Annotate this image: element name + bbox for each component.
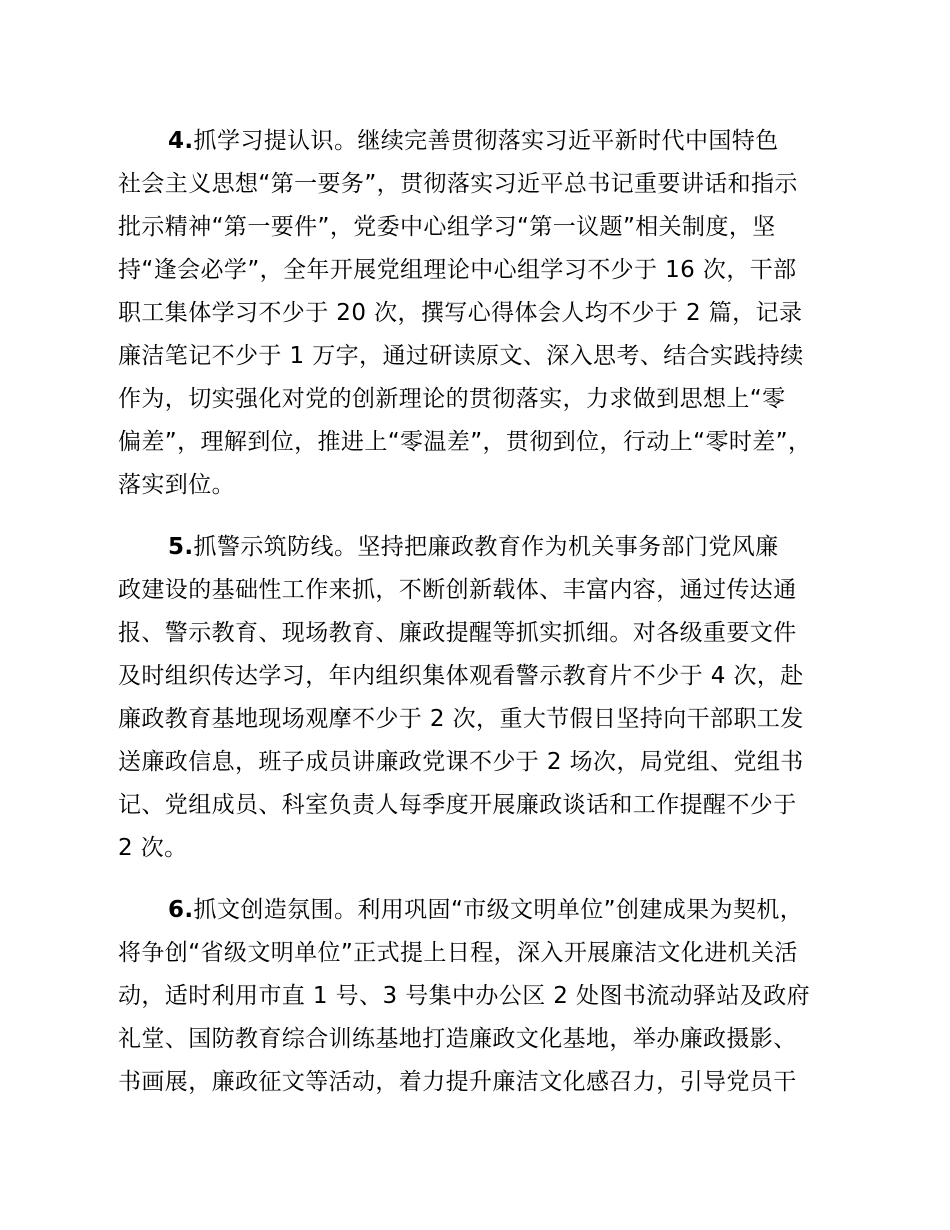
- paragraph-line: 社会主义思想“第一要务”，贯彻落实习近平总书记重要讲话和指示: [118, 171, 798, 197]
- paragraph-line: [168, 527, 913, 567]
- paragraph-line: 记、党组成员、科室负责人每季度开展廉政谈话和工作提醒不少于: [118, 792, 797, 818]
- paragraph-line: 动，适时利用市直 1 号、3 号集中办公区 2 处图书流动驿站及政府: [118, 983, 811, 1009]
- paragraph-line: 书画展，廉政征文等活动，着力提升廉洁文化感召力，引导党员干: [118, 1069, 797, 1095]
- paragraph-line: 政建设的基础性工作来抓，不断创新载体、丰富内容，通过传达通: [118, 577, 797, 603]
- paragraph-line: 2 次。: [118, 835, 188, 861]
- paragraph-line: 偏差”，理解到位，推进上“零温差”，贯彻到位，行动上“零时差”，: [118, 429, 812, 455]
- paragraph-line: 及时组织传达学习，年内组织集体观看警示教育片不少于 4 次，赴: [118, 663, 804, 689]
- paragraph-line: 廉政教育基地现场观摩不少于 2 次，重大节假日坚持向干部职工发: [118, 706, 804, 732]
- paragraph-line: 作为，切实强化对党的创新理论的贯彻落实，力求做到思想上“零: [118, 386, 786, 412]
- paragraph-line: [168, 890, 913, 930]
- paragraph-line: 持“逢会必学”，全年开展党组理论中心组学习不少于 16 次，干部: [118, 257, 797, 283]
- paragraph-line: [168, 121, 913, 161]
- paragraph-line: 将争创“省级文明单位”正式提上日程，深入开展廉洁文化进机关活: [118, 940, 798, 966]
- paragraph-line: 职工集体学习不少于 20 次，撰写心得体会人均不少于 2 篇，记录: [118, 300, 803, 326]
- paragraph-line: 报、警示教育、现场教育、廉政提醒等抓实抓细。对各级重要文件: [118, 620, 797, 646]
- paragraph-line: 送廉政信息，班子成员讲廉政党课不少于 2 场次，局党组、党组书: [118, 749, 804, 775]
- paragraph-text: 抓学习提认识。继续完善贯彻落实习近平新时代中国特色: [193, 128, 779, 154]
- paragraph-line: 批示精神“第一要件”，党委中心组学习“第一议题”相关制度，坚: [118, 214, 776, 240]
- paragraph-number: 5.: [168, 534, 194, 560]
- paragraph-text: 抓文创造氛围。利用巩固“市级文明单位”创建成果为契机，: [193, 897, 804, 923]
- paragraph-line: 落实到位。: [118, 472, 235, 498]
- paragraph-number: 6.: [168, 897, 194, 923]
- paragraph-line: 礼堂、国防教育综合训练基地打造廉政文化基地，举办廉政摄影、: [118, 1026, 797, 1052]
- paragraph-text: 抓警示筑防线。坚持把廉政教育作为机关事务部门党风廉: [193, 534, 779, 560]
- paragraph-number: 4.: [168, 128, 194, 154]
- paragraph-line: 廉洁笔记不少于 1 万字，通过研读原文、深入思考、结合实践持续: [118, 343, 804, 369]
